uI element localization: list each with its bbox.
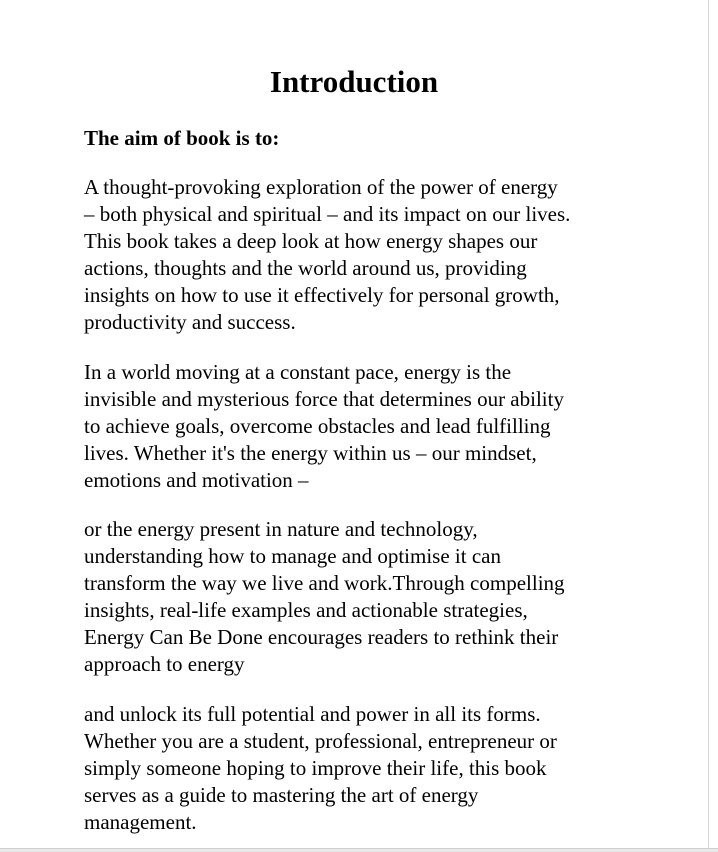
paragraph-line: simply someone hoping to improve their life, this book <box>84 756 547 780</box>
section-subtitle: The aim of book is to: <box>84 126 280 150</box>
paragraph-line: productivity and success. <box>84 310 296 334</box>
paragraph-line: actions, thoughts and the world around us, providing <box>84 256 527 280</box>
paragraph-line: In a world moving at a constant pace, energy is the <box>84 360 512 384</box>
paragraph-4 <box>84 701 644 836</box>
paragraph-line: A thought-provoking exploration of the power of energy <box>84 175 558 199</box>
paragraph-line: to achieve goals, overcome obstacles and lead fulfilling <box>84 414 551 438</box>
paragraph-line: approach to energy <box>84 652 245 676</box>
paragraph-line: insights, real-life examples and actionable strategies, <box>84 598 528 622</box>
paragraph-line: understanding how to manage and optimise it can <box>84 544 501 568</box>
paragraph-line: management. <box>84 810 197 834</box>
paragraph-line: This book takes a deep look at how energy shapes our <box>84 229 538 253</box>
page-bottom-edge <box>0 848 718 852</box>
page-right-edge <box>708 0 718 852</box>
paragraph-3 <box>84 516 644 678</box>
paragraph-line: invisible and mysterious force that determines our ability <box>84 387 564 411</box>
page-title: Introduction <box>269 64 439 99</box>
paragraph-line: Energy Can Be Done encourages readers to rethink their <box>84 625 559 649</box>
paragraph-line: transform the way we live and work.Through compelling <box>84 571 565 595</box>
paragraph-line: insights on how to use it effectively for personal growth, <box>84 283 560 307</box>
paragraph-2 <box>84 359 644 494</box>
paragraph-line: lives. Whether it's the energy within us – our mindset, <box>84 441 537 465</box>
paragraph-1 <box>84 174 644 336</box>
paragraph-line: or the energy present in nature and technology, <box>84 517 478 541</box>
paragraph-line: Whether you are a student, professional, entrepreneur or <box>84 729 557 753</box>
paragraph-line: and unlock its full potential and power in all its forms. <box>84 702 541 726</box>
paragraph-line: emotions and motivation – <box>84 468 309 492</box>
paragraph-line: – both physical and spiritual – and its impact on our lives. <box>84 202 571 226</box>
paragraph-line: serves as a guide to mastering the art of energy <box>84 783 479 807</box>
